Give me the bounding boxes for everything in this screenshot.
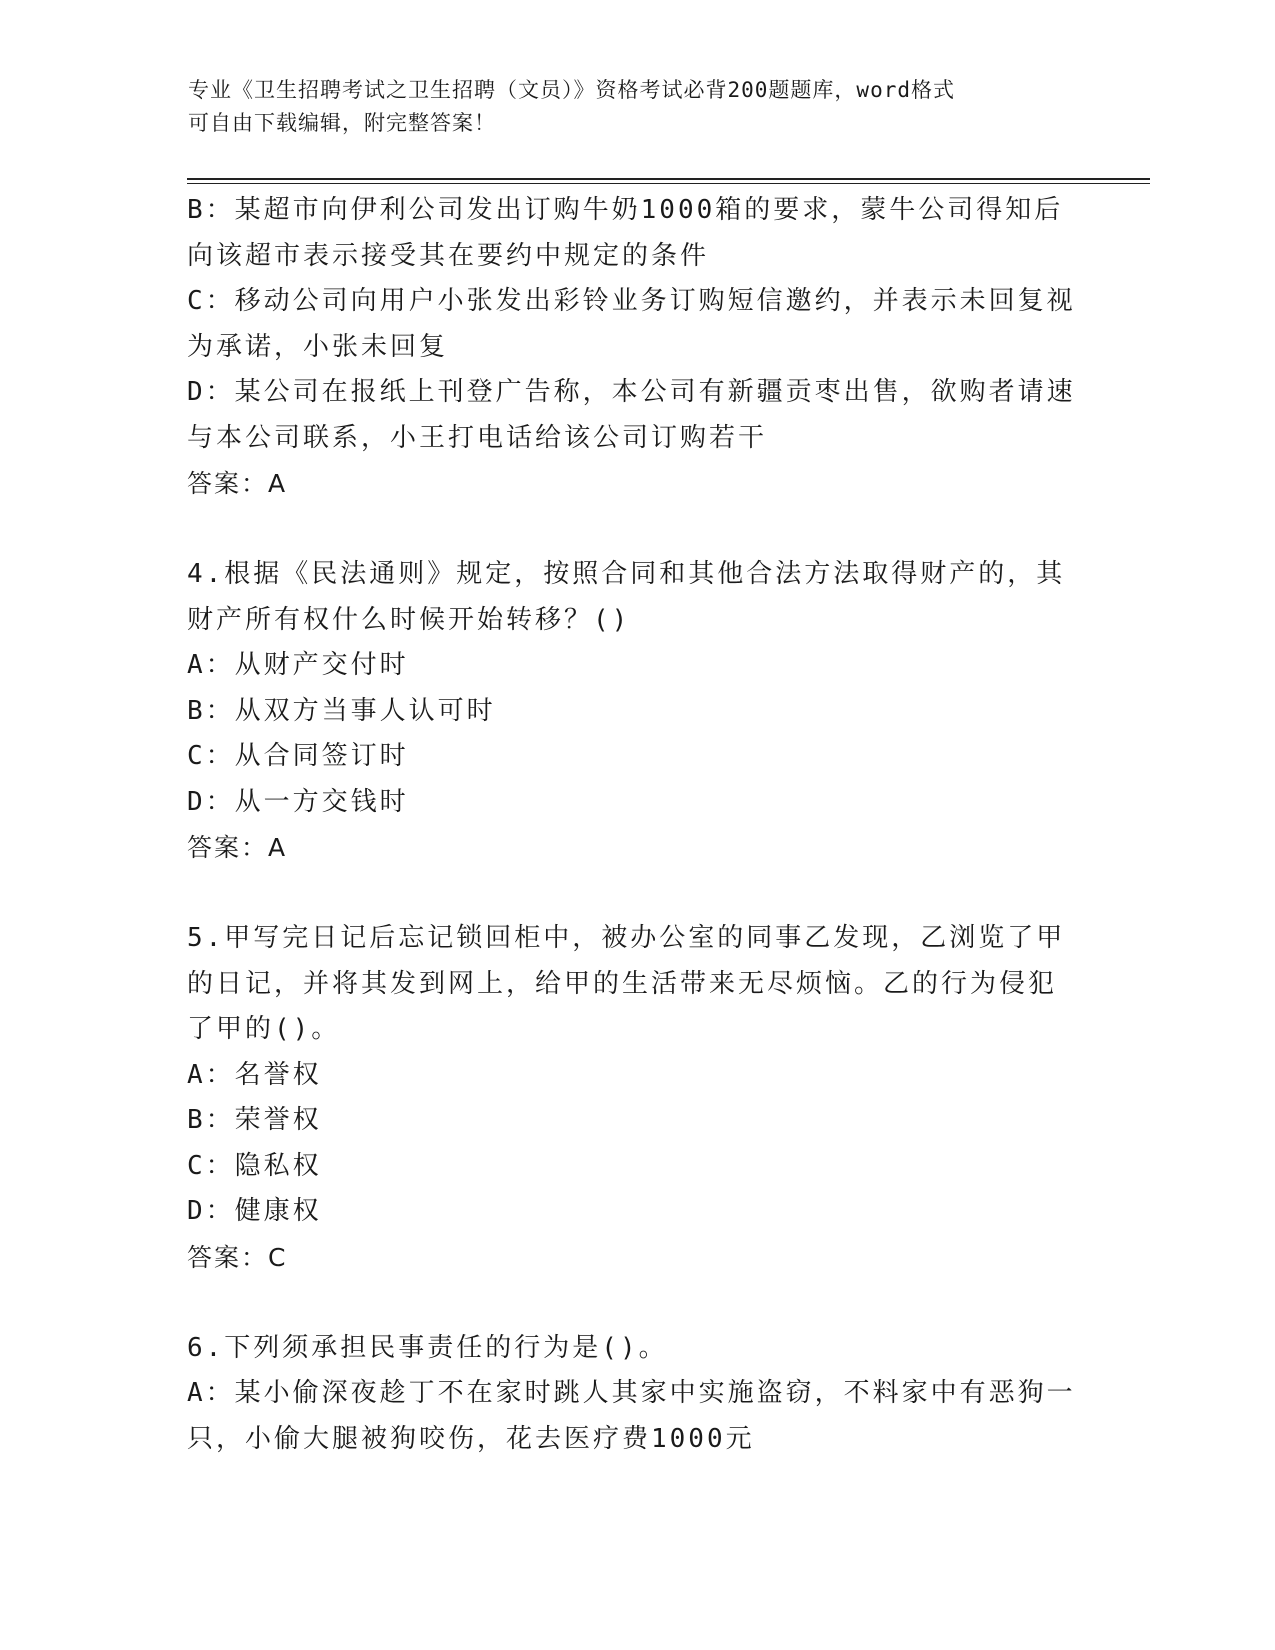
spacer <box>187 507 1087 553</box>
question-6 <box>187 1326 1087 1463</box>
header-line-2: 可自由下载编辑，附完整答案！ <box>188 111 496 135</box>
q4-answer: 答案：A <box>187 833 288 862</box>
header-rule-thin <box>187 183 1150 184</box>
q5-stem-line-2: 的日记，并将其发到网上，给甲的生活带来无尽烦恼。乙的行为侵犯 <box>187 968 1058 999</box>
q4-stem-line-1: 4.根据《民法通则》规定，按照合同和其他合法方法取得财产的，其 <box>187 559 1066 589</box>
spacer <box>187 1280 1087 1326</box>
q5-option-c: C：隐私权 <box>187 1150 322 1181</box>
q3-answer: 答案：A <box>187 469 288 498</box>
header-line-1: 专业《卫生招聘考试之卫生招聘（文员）》资格考试必背200题题库，word格式 <box>188 78 955 102</box>
document-body <box>187 188 1087 1462</box>
q5-option-a: A：名誉权 <box>187 1059 322 1090</box>
question-4 <box>187 552 1087 871</box>
document-header <box>188 74 1068 140</box>
q5-stem-line-1: 5.甲写完日记后忘记锁回柜中，被办公室的同事乙发现，乙浏览了甲 <box>187 923 1066 953</box>
q3-option-b-line-2: 向该超市表示接受其在要约中规定的条件 <box>187 240 710 271</box>
q4-option-b: B：从双方当事人认可时 <box>187 695 496 726</box>
q4-stem-line-2: 财产所有权什么时候开始转移？() <box>187 604 631 635</box>
question-5 <box>187 916 1087 1280</box>
q3-option-d-line-1: D：某公司在报纸上刊登广告称，本公司有新疆贡枣出售，欲购者请速 <box>187 377 1076 407</box>
spacer <box>187 871 1087 917</box>
q3-option-b-line-1: B：某超市向伊利公司发出订购牛奶1000箱的要求，蒙牛公司得知后 <box>187 195 1064 225</box>
q5-answer: 答案：C <box>187 1242 288 1272</box>
question-3 <box>187 188 1087 507</box>
q5-option-d: D：健康权 <box>187 1196 322 1226</box>
header-rule-thick <box>187 178 1150 180</box>
q4-option-a: A：从财产交付时 <box>187 650 409 680</box>
q6-option-a-line-1: A：某小偷深夜趁丁不在家时跳人其家中实施盗窃，不料家中有恶狗一 <box>187 1378 1076 1408</box>
q5-option-b: B：荣誉权 <box>187 1105 322 1135</box>
q5-stem-line-3: 了甲的()。 <box>187 1014 341 1044</box>
q4-option-d: D：从一方交钱时 <box>187 786 409 817</box>
q4-option-c: C：从合同签订时 <box>187 741 409 771</box>
q3-option-d-line-2: 与本公司联系，小王打电话给该公司订购若干 <box>187 422 768 453</box>
q6-option-a-line-2: 只，小偷大腿被狗咬伤，花去医疗费1000元 <box>187 1423 755 1454</box>
q6-stem: 6.下列须承担民事责任的行为是()。 <box>187 1332 668 1363</box>
q3-option-c-line-2: 为承诺，小张未回复 <box>187 331 449 362</box>
q3-option-c-line-1: C：移动公司向用户小张发出彩铃业务订购短信邀约，并表示未回复视 <box>187 286 1076 316</box>
